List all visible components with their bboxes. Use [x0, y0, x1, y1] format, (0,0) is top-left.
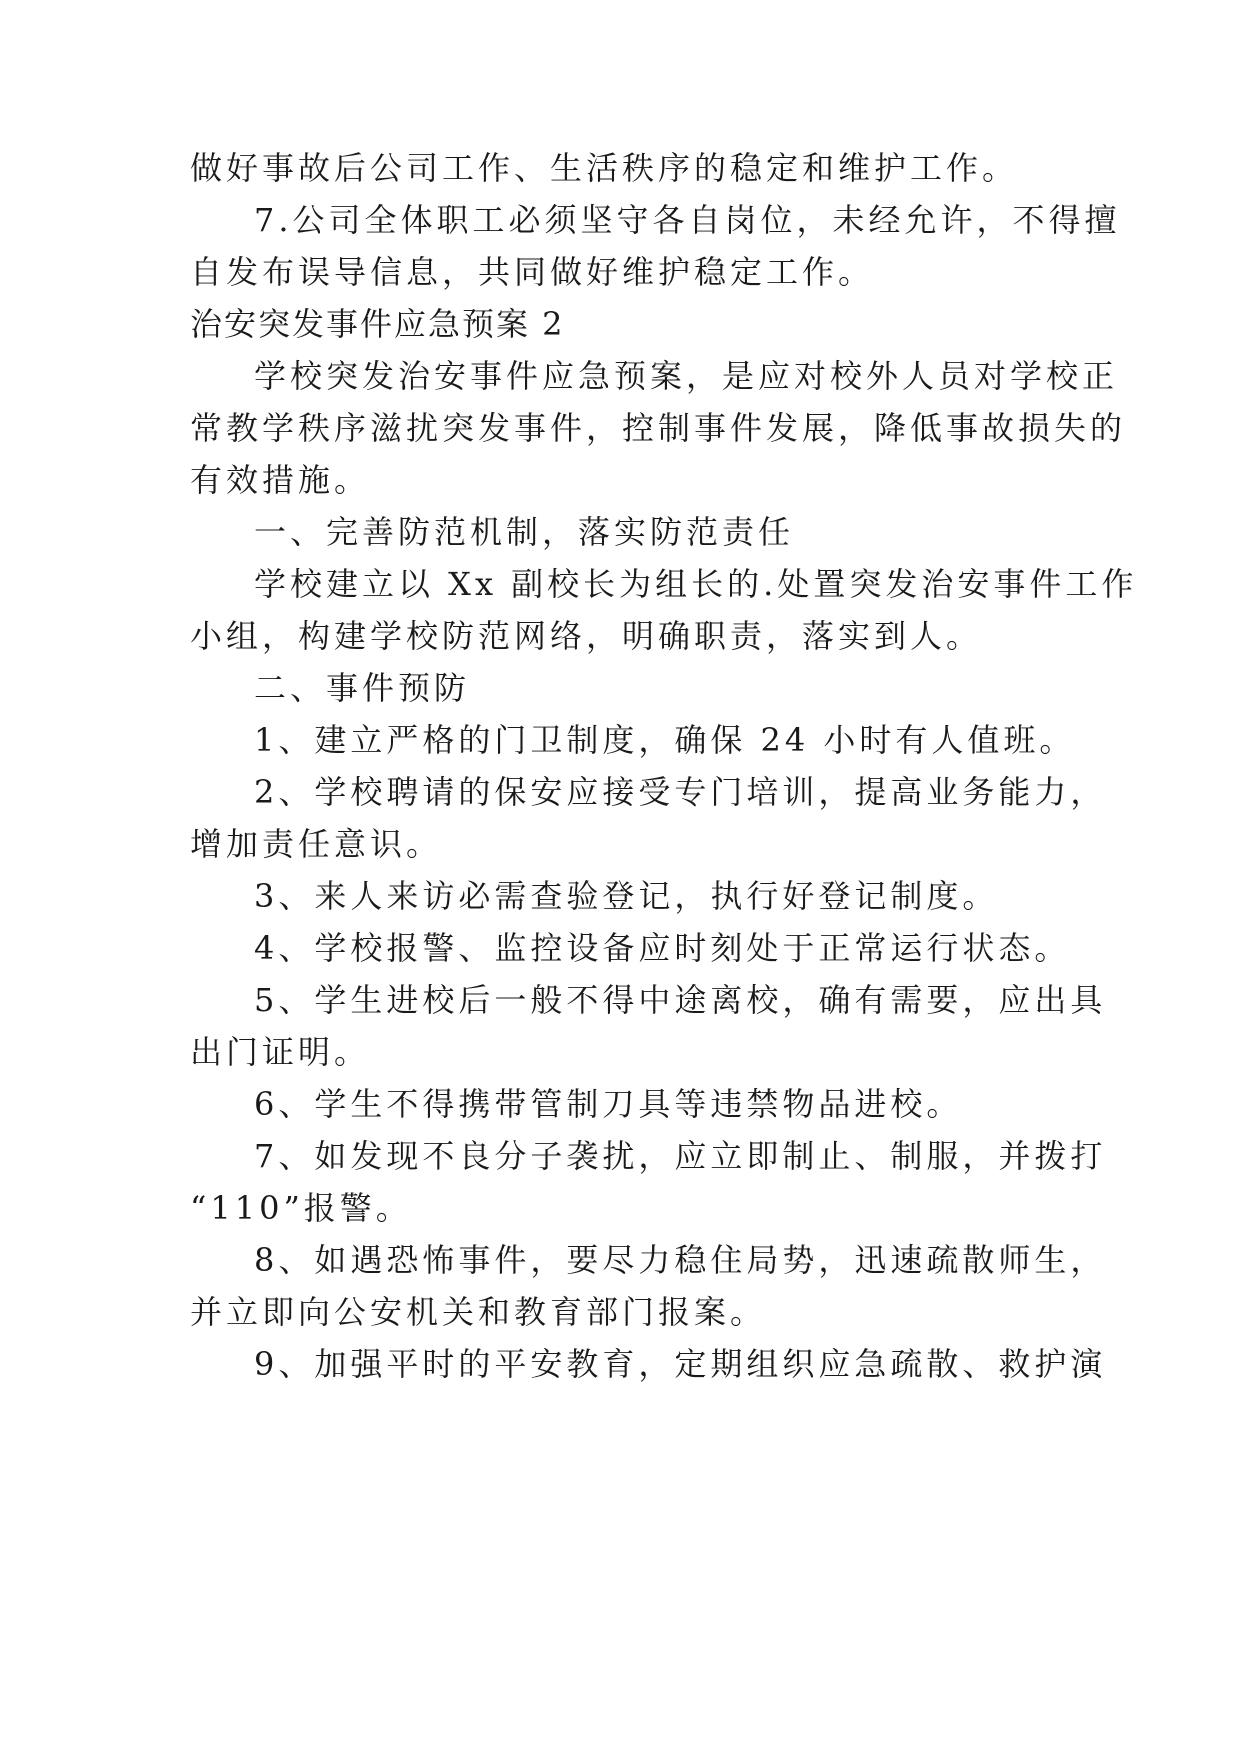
text-line: 小组，构建学校防范网络，明确职责，落实到人。: [190, 617, 983, 655]
list-item: 6、学生不得携带管制刀具等违禁物品进校。: [254, 1085, 963, 1123]
list-item: 9、加强平时的平安教育，定期组织应急疏散、救护演: [254, 1345, 1107, 1383]
list-item: 4、学校报警、监控设备应时刻处于正常运行状态。: [254, 929, 1071, 967]
subsection-heading: 一、完善防范机制，落实防范责任: [254, 513, 795, 551]
section-heading: 治安突发事件应急预案 2: [190, 305, 565, 343]
text-line: 增加责任意识。: [190, 825, 443, 863]
list-item: 2、学校聘请的保安应接受专门培训，提高业务能力，: [254, 773, 1107, 811]
list-item: 5、学生进校后一般不得中途离校，确有需要，应出具: [254, 981, 1107, 1019]
text-line: 做好事故后公司工作、生活秩序的稳定和维护工作。: [190, 149, 1019, 187]
list-item: 7、如发现不良分子袭扰，应立即制止、制服，并拨打: [254, 1137, 1107, 1175]
text-line: “110”报警。: [190, 1189, 412, 1227]
text-line: 7.公司全体职工必须坚守各自岗位，未经允许，不得擅: [254, 201, 1121, 239]
text-line: 并立即向公安机关和教育部门报案。: [190, 1293, 767, 1331]
list-item: 1、建立严格的门卫制度，确保 24 小时有人值班。: [254, 721, 1076, 759]
text-line: 学校突发治安事件应急预案，是应对校外人员对学校正: [254, 357, 1119, 395]
text-line: 有效措施。: [190, 461, 371, 499]
subsection-heading: 二、事件预防: [254, 669, 471, 707]
text-line: 常教学秩序滋扰突发事件，控制事件发展，降低事故损失的: [190, 409, 1127, 447]
list-item: 8、如遇恐怖事件，要尽力稳住局势，迅速疏散师生，: [254, 1241, 1107, 1279]
text-line: 出门证明。: [190, 1033, 371, 1071]
text-line: 自发布误导信息，共同做好维护稳定工作。: [190, 253, 875, 291]
text-line: 学校建立以 Xx 副校长为组长的.处置突发治安事件工作: [254, 565, 1138, 603]
list-item: 3、来人来访必需查验登记，执行好登记制度。: [254, 877, 999, 915]
